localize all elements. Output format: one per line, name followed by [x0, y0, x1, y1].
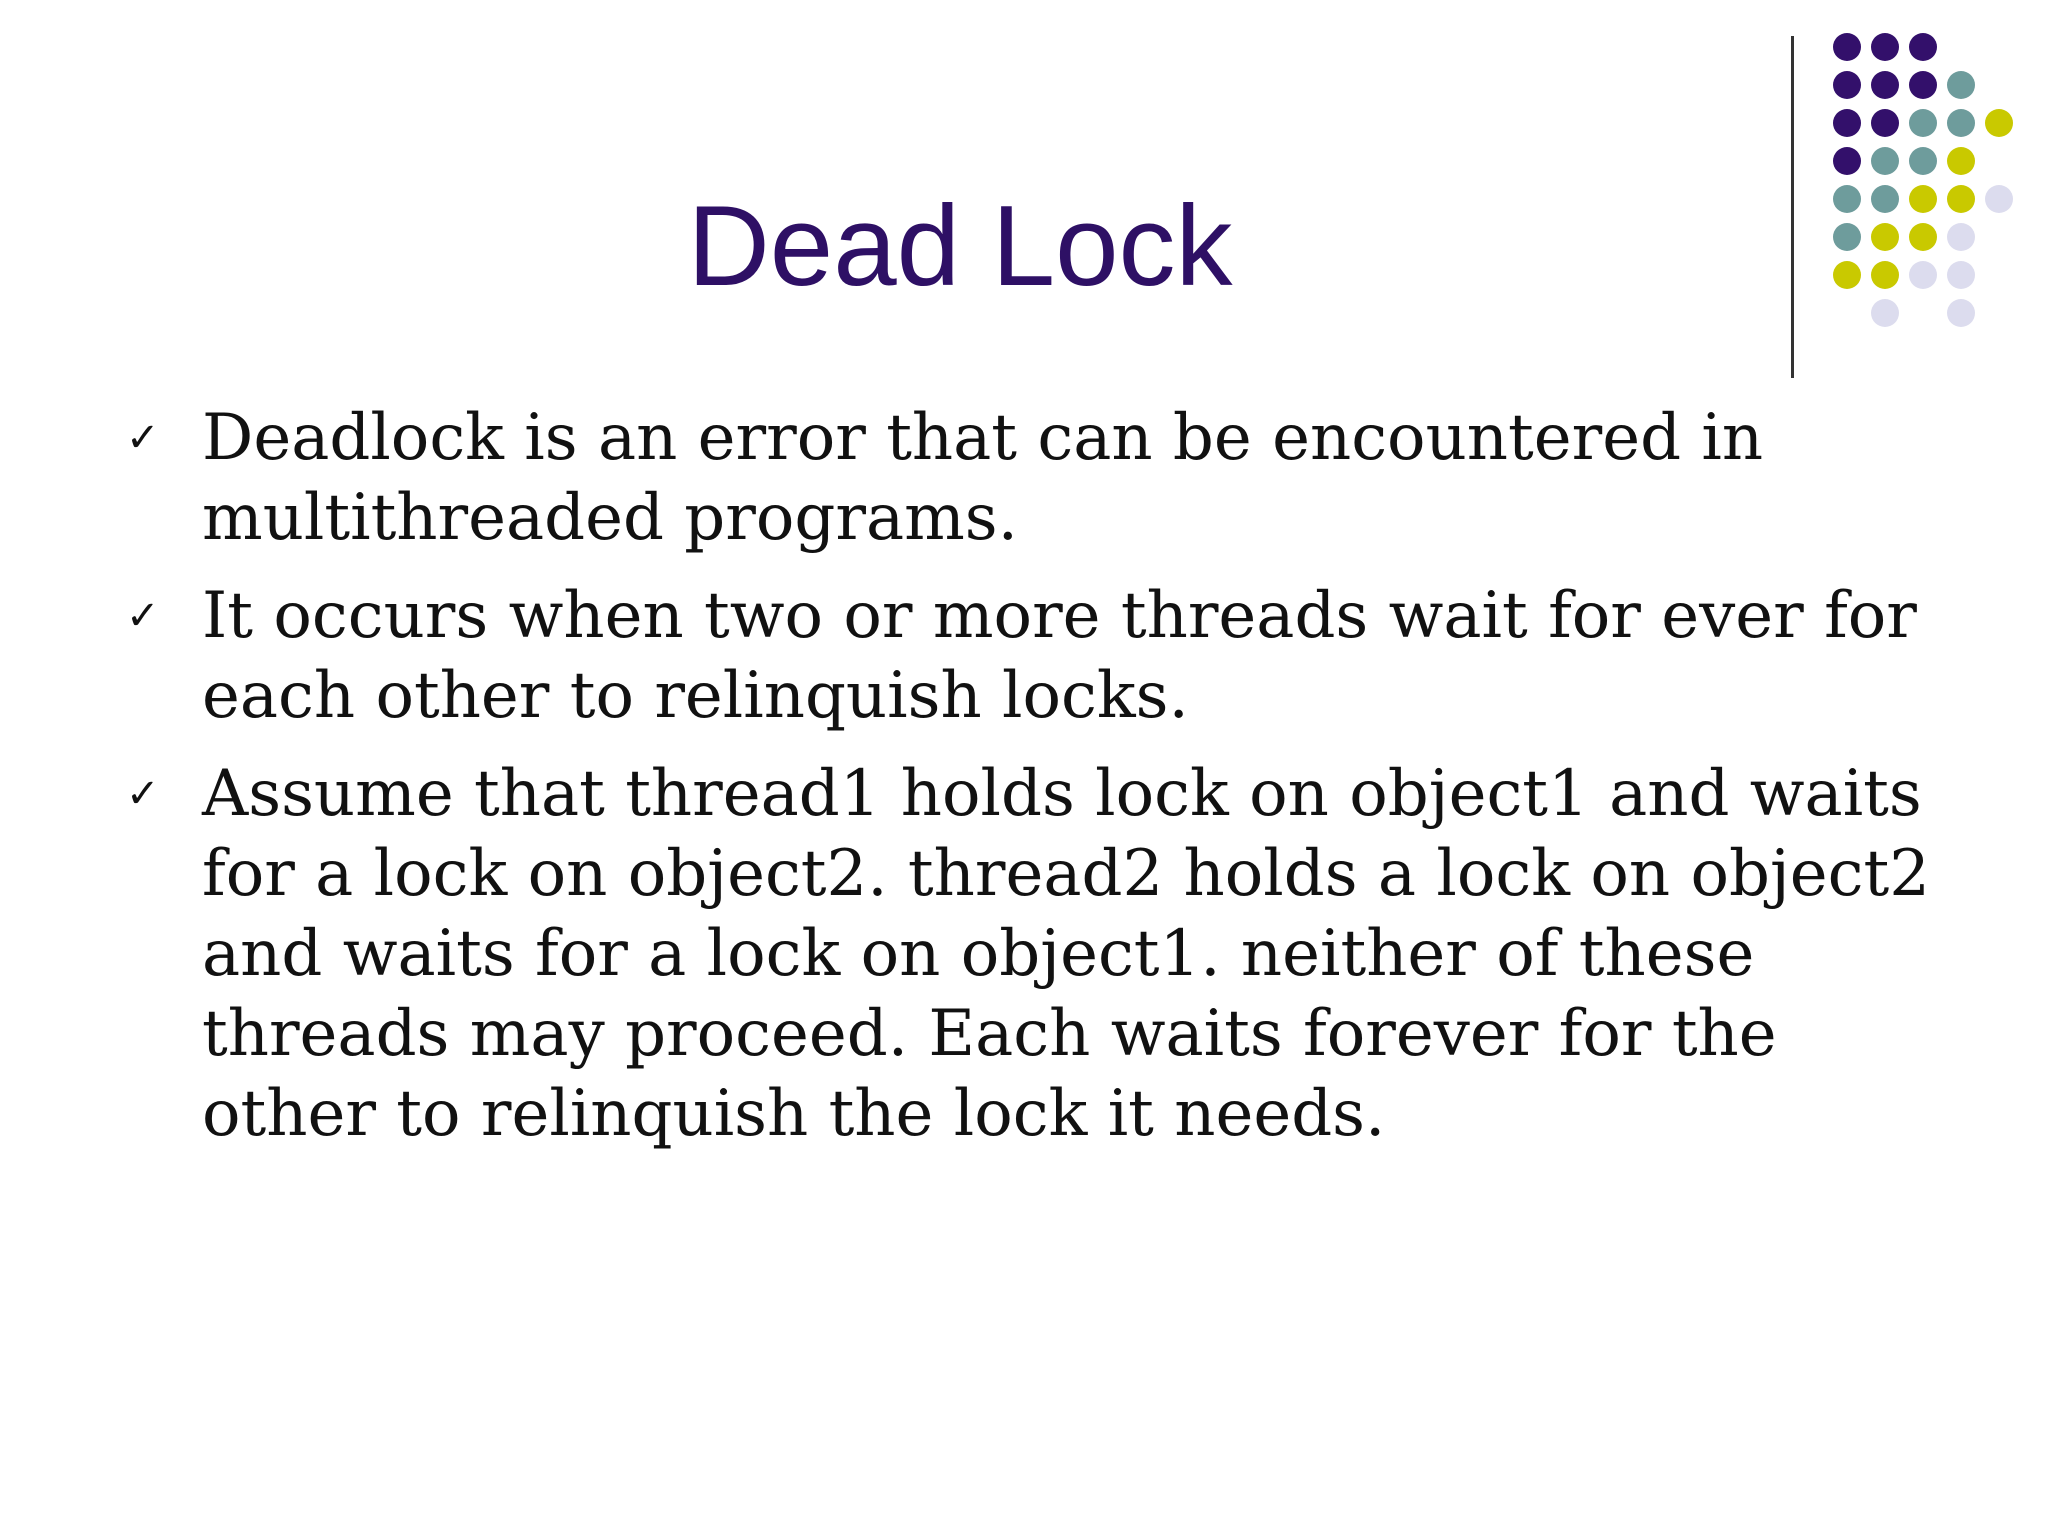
dot-lavender	[1947, 299, 1975, 327]
dot-purple	[1833, 147, 1861, 175]
checkmark-icon: ✓	[126, 771, 160, 817]
dot-purple	[1833, 71, 1861, 99]
checkmark-icon: ✓	[126, 415, 160, 461]
dot-teal	[1909, 109, 1937, 137]
dot-yellow	[1947, 147, 1975, 175]
bullet-text: Deadlock is an error that can be encountered in multithreaded programs.	[202, 401, 1764, 555]
list-item	[120, 754, 1950, 1154]
dot-purple	[1909, 71, 1937, 99]
list-item	[120, 576, 1950, 736]
dot-teal	[1947, 71, 1975, 99]
slide-title: Dead Lock	[687, 183, 1233, 310]
dot-lavender	[1947, 223, 1975, 251]
bullet-text: It occurs when two or more threads wait for ever for each other to relinquish locks.	[202, 579, 1917, 733]
dot-teal	[1909, 147, 1937, 175]
dot-purple	[1871, 109, 1899, 137]
dot-lavender	[1947, 261, 1975, 289]
dot-purple	[1833, 109, 1861, 137]
dot-purple	[1871, 33, 1899, 61]
dot-purple	[1909, 33, 1937, 61]
bullet-text: Assume that thread1 holds lock on object1 and waits for a lock on object2. thread2 holds a lock on object2 and waits for a lock on object1. neither of these threads may proceed. Each waits forever for the other to relinquish the lock it needs.	[202, 757, 1930, 1151]
dot-yellow	[1947, 185, 1975, 213]
dot-purple	[1833, 33, 1861, 61]
checkmark-icon: ✓	[126, 593, 160, 639]
dot-lavender	[1985, 185, 2013, 213]
dot-yellow	[1985, 109, 2013, 137]
dot-purple	[1871, 71, 1899, 99]
title-divider-line	[1791, 36, 1794, 378]
dot-teal	[1871, 147, 1899, 175]
dot-teal	[1947, 109, 1975, 137]
bullet-list	[120, 398, 1950, 1172]
list-item	[120, 398, 1950, 558]
